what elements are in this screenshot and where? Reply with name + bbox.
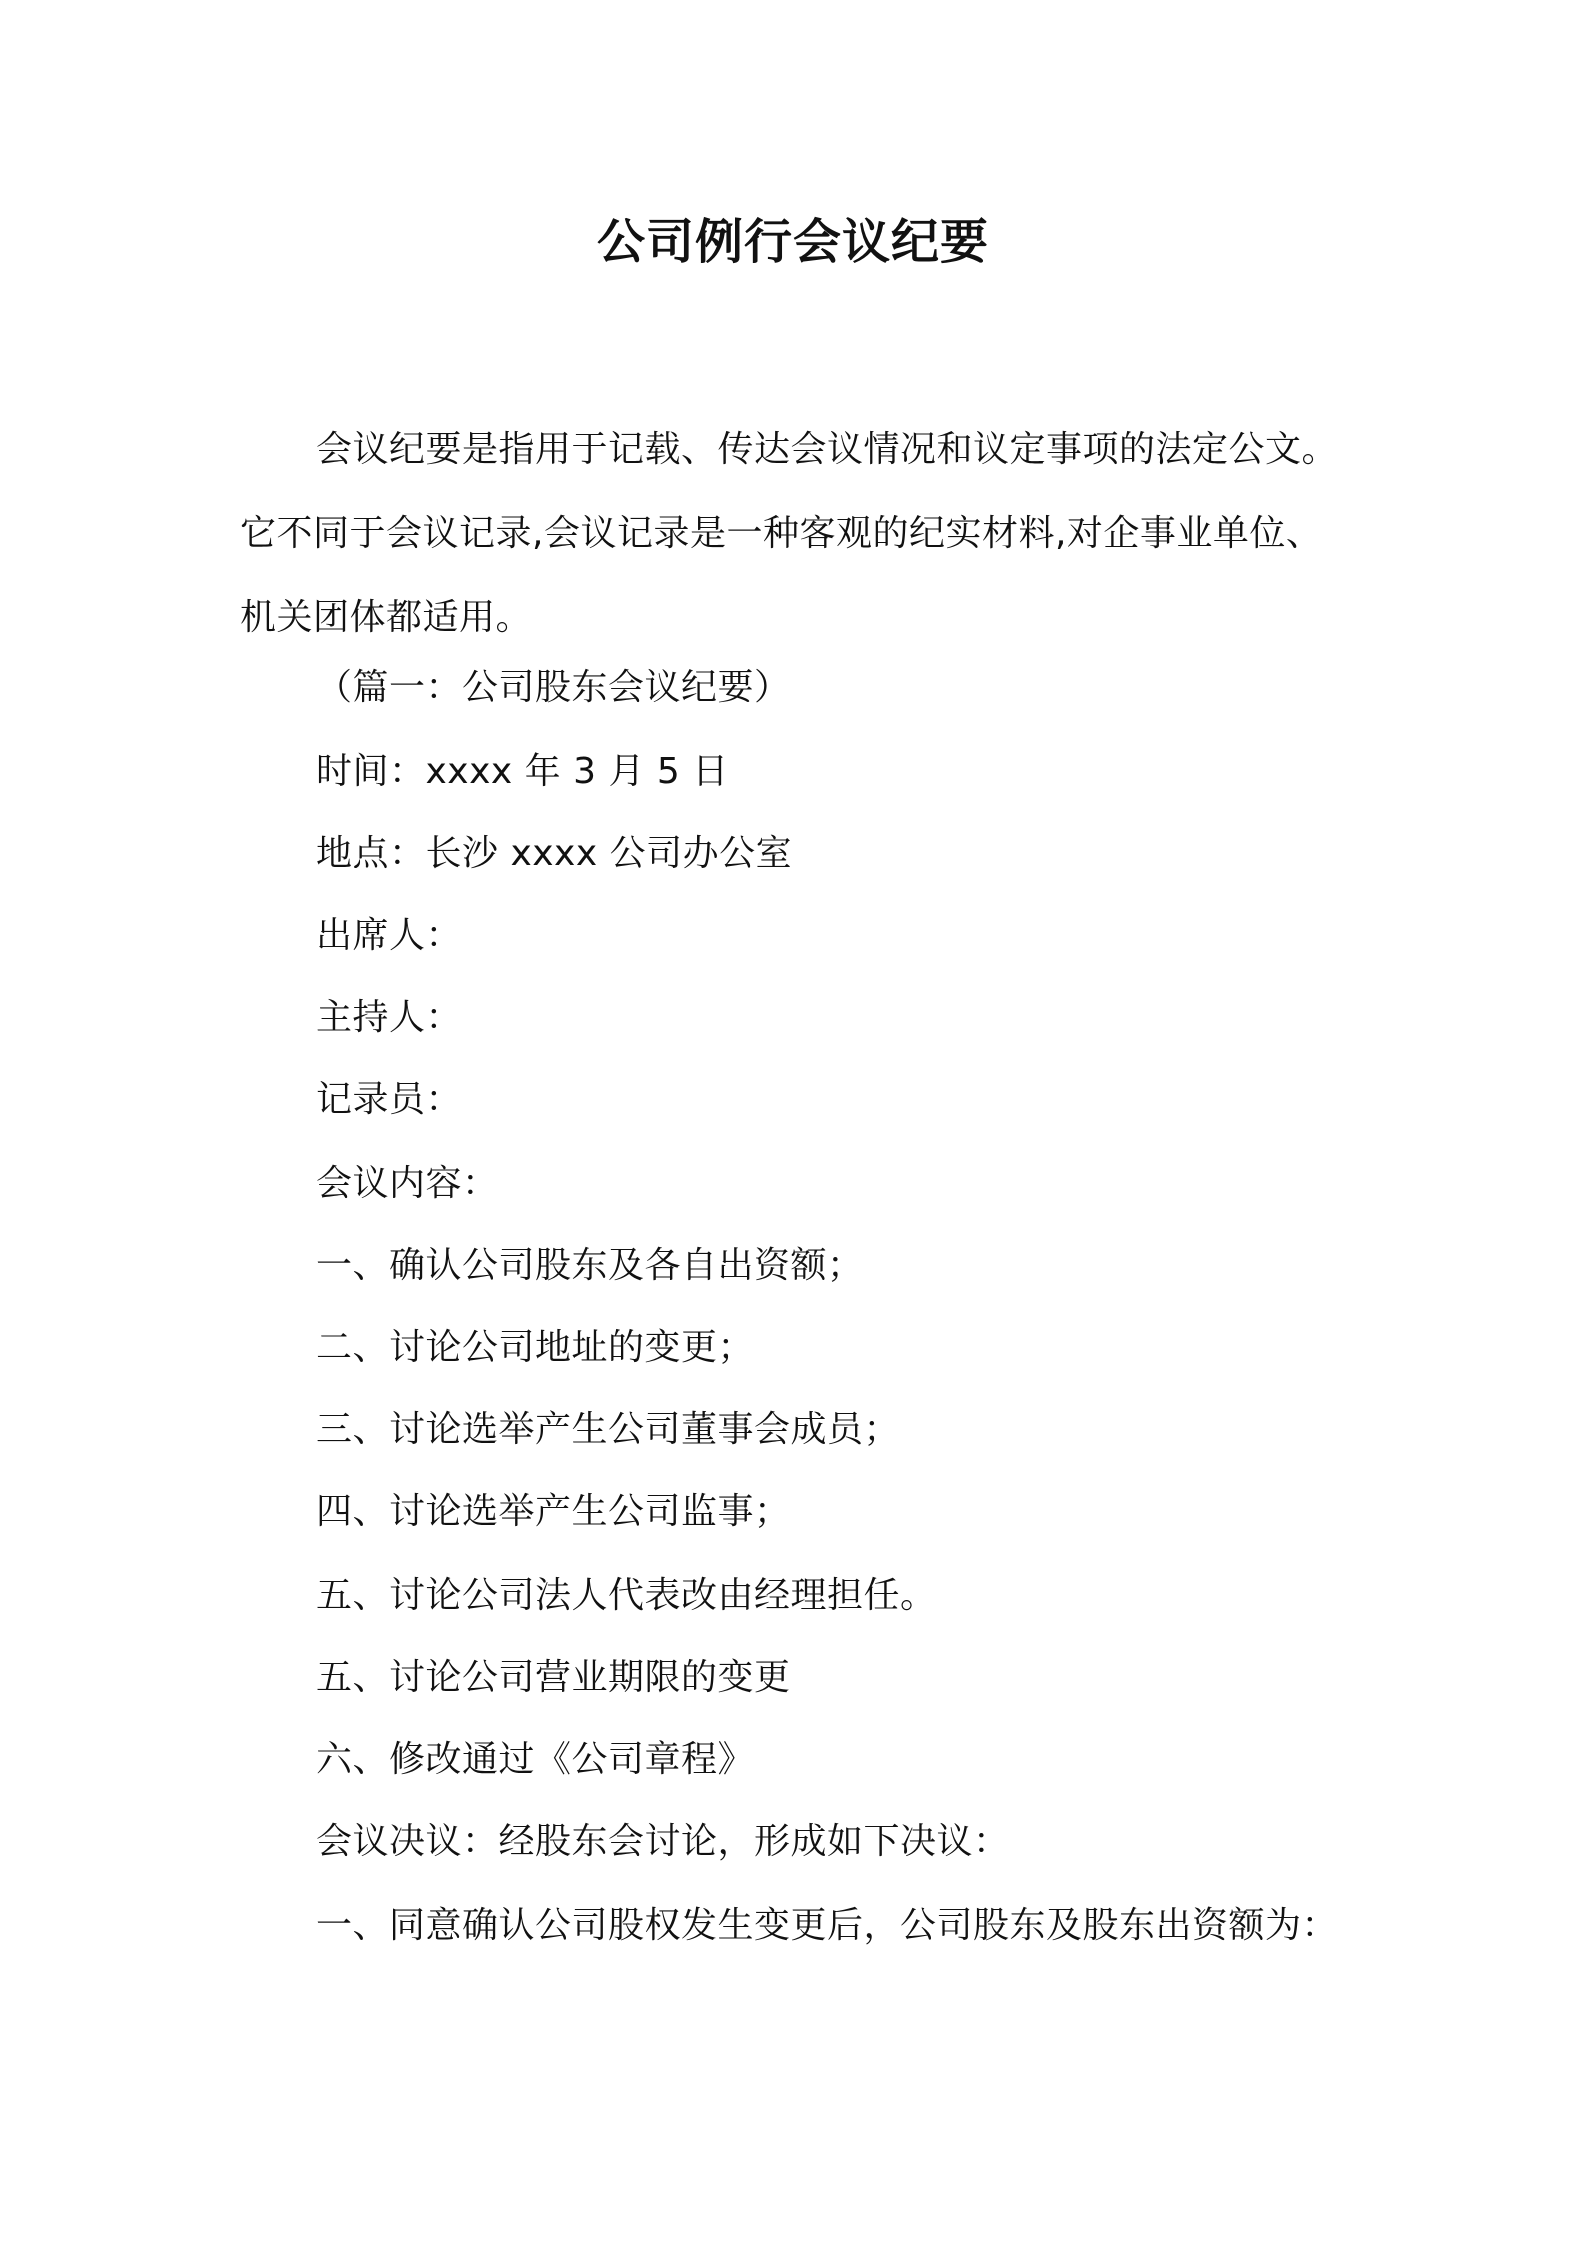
- agenda-item: 五、讨论公司法人代表改由经理担任。: [316, 1575, 937, 1616]
- section-heading: （篇一：公司股东会议纪要）: [316, 667, 791, 708]
- meeting-location: 地点：长沙 xxxx 公司办公室: [316, 833, 793, 874]
- meeting-content-label: 会议内容：: [316, 1163, 499, 1204]
- agenda-item: 四、讨论选举产生公司监事；: [316, 1491, 791, 1532]
- meeting-time: 时间：xxxx 年 3 月 5 日: [316, 751, 729, 792]
- host-label: 主持人：: [316, 997, 463, 1038]
- resolution-label: 会议决议：经股东会讨论，形成如下决议：: [316, 1821, 1010, 1862]
- agenda-item: 六、修改通过《公司章程》: [316, 1739, 755, 1780]
- agenda-item: 一、确认公司股东及各自出资额；: [316, 1245, 864, 1286]
- resolution-item: 一、同意确认公司股权发生变更后，公司股东及股东出资额为：: [316, 1905, 1339, 1946]
- document-title: 公司例行会议纪要: [596, 214, 989, 270]
- agenda-item: 二、讨论公司地址的变更；: [316, 1327, 755, 1368]
- attendees-label: 出席人：: [316, 915, 463, 956]
- agenda-item: 三、讨论选举产生公司董事会成员；: [316, 1409, 901, 1450]
- agenda-item: 五、讨论公司营业期限的变更: [316, 1657, 791, 1698]
- intro-paragraph: 会议纪要是指用于记载、传达会议情况和议定事项的法定公文。它不同于会议记录,会议记录是一种客观的纪实材料,对企事业单位、机关团体都适用。: [240, 429, 1339, 638]
- recorder-label: 记录员：: [316, 1079, 463, 1120]
